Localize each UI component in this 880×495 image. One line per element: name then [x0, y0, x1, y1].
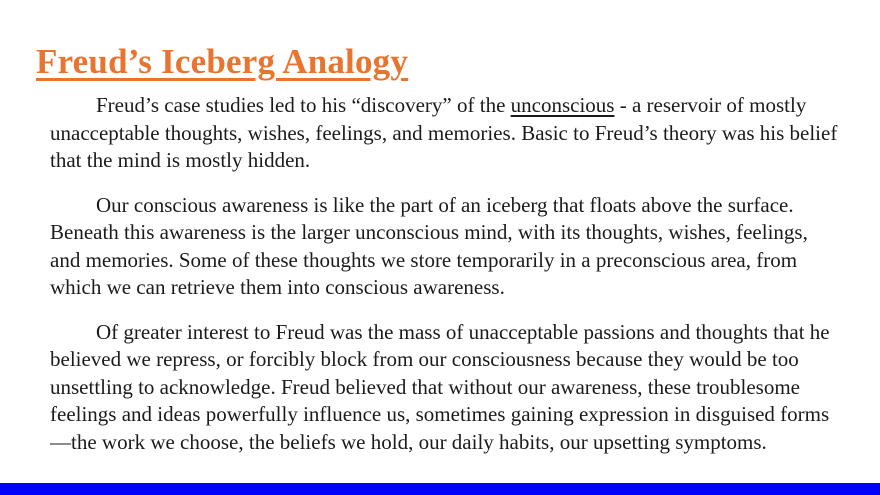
body-text	[50, 92, 840, 473]
paragraph-1-text-before: Freud’s case studies led to his “discovery” of the	[96, 93, 511, 117]
paragraph-1	[50, 92, 840, 175]
page-title: Freud’s Iceberg Analogy	[36, 42, 409, 81]
paragraph-1-underlined-word: unconscious	[510, 93, 615, 117]
paragraph-1-text-after: - a reservoir of mostly unacceptable thoughts, wishes, feelings, and memories. Basic to Freud’s theory was his belief that the mind is mostly hidden.	[50, 93, 838, 172]
paragraph-3: Of greater interest to Freud was the mass of unacceptable passions and thoughts that he believed we repress, or forcibly block from our consciousness because they would be too unsettling to acknowledge. Freud believed that without our awareness, these troublesome feelings and ideas powerfully influence us, sometimes gaining expression in disguised forms—the work we choose, the beliefs we hold, our daily habits, our upsetting symptoms.	[50, 319, 830, 454]
paragraph-2: Our conscious awareness is like the part of an iceberg that floats above the surface. Beneath this awareness is the larger unconscious mind, with its thoughts, wishes, feelings, and memories. Some of these thoughts we store temporarily in a preconscious area, from which we can retrieve them into conscious awareness.	[50, 192, 808, 299]
footer-accent-bar	[0, 483, 880, 495]
